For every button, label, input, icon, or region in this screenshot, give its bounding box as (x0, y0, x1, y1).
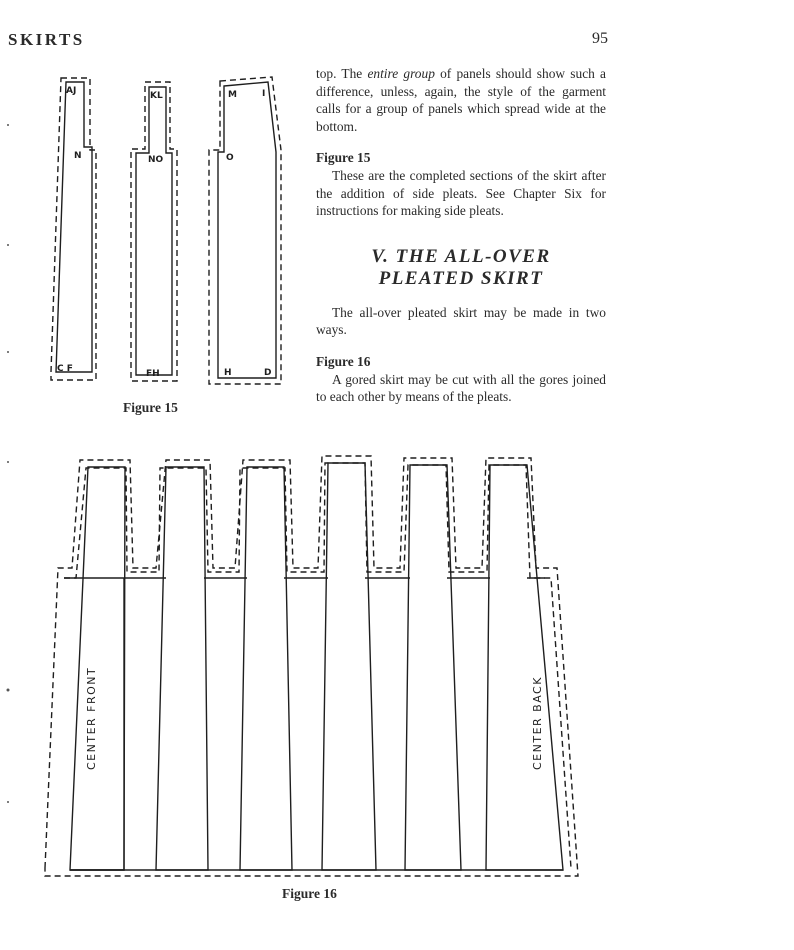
fig16-gore-6 (486, 465, 563, 870)
fig16-gore-2 (156, 467, 208, 870)
figure-15-heading: Figure 15 (316, 150, 371, 166)
margin-speck (7, 124, 9, 126)
figure-16-caption: Figure 16 (282, 886, 337, 901)
para1-emphasis: entire group (367, 66, 435, 81)
fig15-label-aj: AJ (66, 86, 77, 96)
margin-speck (7, 689, 10, 692)
fig16-gore-3 (240, 467, 292, 870)
fig15-label-i: I (262, 89, 266, 99)
fig16-inner-waist (64, 463, 571, 868)
figure-16-heading: Figure 16 (316, 353, 371, 369)
section-intro-paragraph: The all-over pleated skirt may be made in two ways. (316, 304, 606, 338)
para1-pre: top. The (316, 66, 368, 81)
margin-speck (7, 461, 9, 463)
margin-speck (7, 351, 9, 353)
margin-speck (7, 801, 9, 803)
section-title-line2: PLEATED SKIRT (378, 267, 544, 289)
figure-15-caption: Figure 15 (123, 400, 178, 415)
fig16-label-center-front: CENTER FRONT (85, 666, 98, 770)
fig16-label-center-back: CENTER BACK (531, 676, 544, 770)
para1-post: of panels should show such a difference, unless, again, the style of the garment calls for a group of panels which spread wide at the bottom. (316, 66, 606, 134)
section-title-line1: V. THE ALL-OVER (371, 245, 551, 267)
figure-15-text: These are the completed sections of the skirt after the addition of side pleats. See Chapter Six for instructions for making side pleats. (316, 167, 606, 219)
fig15-label-o: O (226, 153, 234, 163)
fig16-gore-4 (322, 463, 376, 870)
fig16-gore-5 (405, 465, 461, 870)
fig15-label-h: H (224, 368, 232, 378)
figure-16-text: A gored skirt may be cut with all the gores joined to each other by means of the pleats. (316, 371, 606, 405)
fig15-label-fh: FH (146, 369, 160, 379)
fig15-label-no: NO (148, 155, 164, 165)
fig15-label-d: D (264, 368, 272, 378)
margin-speck (7, 244, 9, 246)
fig15-label-kl: KL (150, 91, 163, 101)
fig15-label-m: M (228, 90, 237, 100)
fig15-label-cf: C F (57, 364, 73, 374)
fig15-label-n: N (74, 151, 82, 161)
running-head: SKIRTS (8, 30, 85, 49)
page-number: 95 (592, 30, 608, 47)
